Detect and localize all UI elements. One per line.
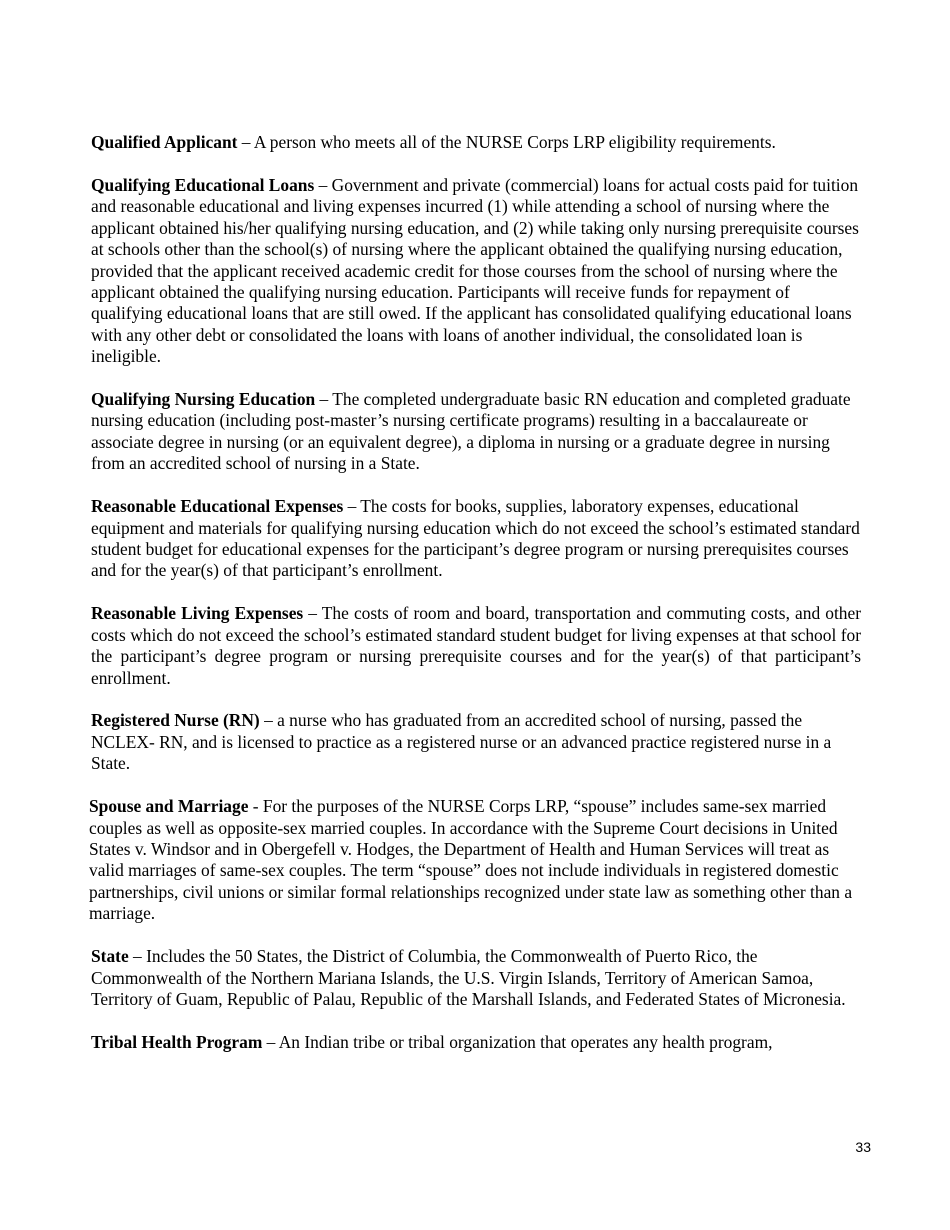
term-label: State xyxy=(91,946,129,967)
definition-text: The costs of room and board, transportation and commuting costs, and other costs which do not exceed the school’s estimated standard student budget for living expenses at that school for the participant’s degree program or nursing prerequisite courses and for the year(s) of that participant’s enrollment. xyxy=(91,603,861,688)
term-separator: - xyxy=(248,796,263,817)
term-separator: – xyxy=(128,946,147,967)
term-label: Tribal Health Program xyxy=(91,1031,263,1052)
definition-tribal-health-program xyxy=(91,1032,861,1053)
term-label: Reasonable Living Expenses xyxy=(91,603,304,624)
definition-text: The completed undergraduate basic RN education and completed graduate nursing education (including post-master’s nursing certificate programs) resulting in a baccalaureate or associate degree in nursing (or an equivalent degree), a diploma in nursing or a graduate degree in nursing from an accredited school of nursing in a State. xyxy=(91,389,851,474)
definition-text: Government and private (commercial) loans for actual costs paid for tuition and reasonable educational and living expenses incurred (1) while attending a school of nursing where the applicant obtained his/her qualifying nursing education, and (2) while taking only nursing prerequisite courses at schools other than the school(s) of nursing where the applicant obtained the qualifying nursing education, provided that the applicant received academic credit for those courses from the school of nursing where the applicant obtained the qualifying nursing education. Participants will receive funds for repayment of qualifying educational loans that are still owed. If the applicant has consolidated qualifying educational loans with any other debt or consolidated the loans with loans of another individual, the consolidated loan is ineligible. xyxy=(91,174,859,367)
definition-text: For the purposes of the NURSE Corps LRP, “spouse” includes same-sex married couples as well as opposite-sex married couples. In accordance with the Supreme Court decisions in United States v. Windsor and in Obergefell v. Hodges, the Department of Health and Human Services will treat as valid marriages of same-sex couples. The term “spouse” does not include individuals in registered domestic partnerships, civil unions or similar formal relationships recognized under state law as something other than a marriage. xyxy=(89,796,853,924)
term-label: Spouse and Marriage xyxy=(89,796,249,817)
definition-qualified-applicant xyxy=(91,132,861,153)
definition-text: Includes the 50 States, the District of Columbia, the Commonwealth of Puerto Rico, the Commonwealth of the Northern Mariana Islands, the U.S. Virgin Islands, Territory of American Samoa, Territory of Guam, Republic of Palau, Republic of the Marshall Islands, and Federated States of Micronesia. xyxy=(91,946,846,1009)
definition-reasonable-living-expenses xyxy=(91,603,861,689)
definition-qualifying-educational-loans xyxy=(91,175,861,368)
term-separator: – xyxy=(315,389,333,410)
definition-text: An Indian tribe or tribal organization that operates any health program, xyxy=(278,1031,773,1052)
term-separator: – xyxy=(343,496,361,517)
definition-text: a nurse who has graduated from an accredited school of nursing, passed the NCLEX- RN, and is licensed to practice as a registered nurse or an advanced practice registered nurse in a State. xyxy=(91,710,832,774)
page-number: 33 xyxy=(855,1139,871,1155)
definition-text: A person who meets all of the NURSE Corps LRP eligibility requirements. xyxy=(253,132,776,152)
definition-state xyxy=(91,946,861,1010)
definitions-list xyxy=(91,132,861,1053)
definition-registered-nurse xyxy=(91,710,861,774)
term-separator: – xyxy=(237,132,254,152)
term-label: Qualified Applicant xyxy=(91,132,238,152)
term-separator: – xyxy=(262,1031,279,1052)
term-label: Registered Nurse (RN) xyxy=(91,710,260,731)
definition-text: The costs for books, supplies, laboratory expenses, educational equipment and materials for qualifying nursing education which do not exceed the school’s estimated standard student budget for educational expenses for the participant’s degree program or nursing prerequisites courses and for the year(s) of that participant’s enrollment. xyxy=(91,496,860,581)
term-separator: – xyxy=(259,710,278,731)
definition-qualifying-nursing-education xyxy=(91,389,861,475)
term-label: Reasonable Educational Expenses xyxy=(91,496,344,517)
term-separator: – xyxy=(314,174,332,195)
term-separator: – xyxy=(303,603,322,624)
definition-spouse-and-marriage xyxy=(89,796,861,924)
term-label: Qualifying Nursing Education xyxy=(91,389,316,410)
definition-reasonable-educational-expenses xyxy=(91,496,861,582)
term-label: Qualifying Educational Loans xyxy=(91,174,315,195)
